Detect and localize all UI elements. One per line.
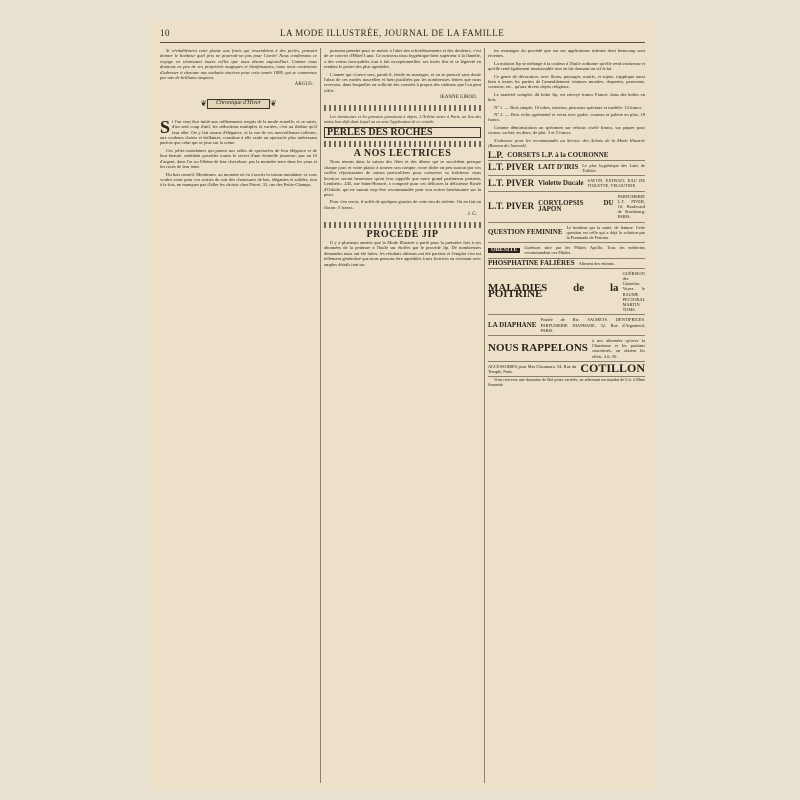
ad-brand: QUESTION FEMININE [488, 227, 563, 236]
ad-desc: Aliment des enfants. [578, 260, 615, 266]
address-note: S'adresser pour les recommandés au Service des Achats de la Mode Illustrée (Bureau du Journal). [488, 137, 645, 149]
ad-cotillon [488, 362, 645, 377]
flourish-icon: ❦ [200, 99, 208, 109]
signature: ARGUS. [294, 82, 313, 88]
ad-brand: PHOSPHATINE FALIÈRES [488, 258, 575, 267]
ad-desc: PARFUMERIE L.T. PIVER, 10, Boulevard de Strasbourg, PARIS. [617, 193, 645, 220]
ad-desc: SAVON, EXTRAIT, EAU DE TOILETTE, VELOUTINE. [587, 178, 645, 189]
article-paragraph: les avantages du procédé que sur ses applications infinies dont beaucoup sont récentes. [488, 48, 645, 59]
ad-product: CORYLOPSIS DU JAPON [538, 199, 614, 213]
journal-page [150, 20, 655, 790]
ad-brand: OBESITE [488, 248, 520, 253]
section-ornament [160, 92, 317, 116]
article-paragraph: Si l'on veut être initié aux raffinements exquis de la mode actuelle, et se saisir, d'un seul coup d'œil, les séductions multiples et variées, c'est au théâtre qu'il faut aller. On y fait assaut d'élégance, et la rue de ces merveilleuses toilettes, aux couleurs claires et brillantes, constitue à elle seule un spectacle plus intéressant parfois que celui qui se joue sur la scène. [160, 116, 317, 146]
ornamental-divider [324, 141, 481, 147]
ad-desc: ACCESSOIRES pour Mes Choumara, 54, Rue du Temple, Paris. [488, 363, 577, 374]
article-paragraph: puissent prendre pour se mettre à l'abri des refroidissements et des douleurs, c'est de se couvrir d'Hôtel Luna. Ce nouveau tissu hygiénique bien supérieur à la flanelle, a des vertus incroyables tout à fait exceptionnelles: ses tissés fins et se légèreté en rendent le porter des plus agréables. [324, 48, 481, 70]
page-number: 10 [160, 28, 170, 38]
article-paragraph: Pour s'en servir, il suffit de quelques gouttes de cette eau de toilette. On en fait un flacon: 5 francs. [324, 199, 481, 210]
column-3 [488, 48, 645, 783]
ad-brand: COTILLON [580, 361, 645, 376]
ad-brand: L.T. PIVER [488, 200, 535, 211]
box-item: Nº 1. — Bois simple: 10 tubes, mixtion, pinceaux spéciaux et modèle: 14 francs. [494, 104, 643, 110]
article-paragraph: Ces jolies mondaines qui parent nos salles de spectacles de leur élégance et de leur beauté, semblent posséder toutes le secret d'une éternelle jeunesse: pas un fil d'argent, dans l'or ou l'ébène de leur chevelure; pas la moindre terre dans les yeux et les roses de leur teint. [160, 147, 317, 170]
article-paragraph: Il y a plusieurs années que la Mode Illustrée a parlé pour la première fois à ses abonnées de la peinture à l'huile sur étoffes par le procédé Jip. De nombreuses demandes nous ont été faites, les résultats obtenus ont été parfaits et l'emploi s'en est tellement généralisé que nous pensons être agréables à nos lectrices en revenant avec amples détails tant sur [324, 239, 481, 267]
article-paragraph: Ce genre de décoration, avec fleurs, paysages, motifs, et sujets, s'applique aussi bien à toutes les parties de l'ameublement: tentures murales, draperies, paravents, coussins, etc., qu'aux divers objets religieux. [488, 73, 645, 90]
signature: JEANNE GIROD. [439, 95, 477, 101]
ad-desc: Poudre de Riz. SACHETS. DENTIFRICES. PARFUMERIE DIAPHANE, 32, Rue d'Argenteuil, PARIS. [540, 317, 645, 333]
ad-desc: Le bonheur par la santé, de femme. Cette question est celle qui a déjà la solution par la Pommade de Femina. [566, 224, 645, 240]
ad-desc: Le plus hygiénique des Laits de Toilette. [582, 162, 645, 173]
article-paragraph: Nous tenons dans la saison des fêtes et des dîners qui se succèdent presque chaque jour; et votre plaisir à trouver son compte, votre tâche on peu surtout par vos coiffes réjouissantes de saison particulières pour conserver sa fraîcheur; nous lectrices seront heureuses qu'on leur rappelle que notre grand parfumeur parisien, Lenthéric, 245, rue Saint-Honoré, a composé pour ces délicates la délicieuse Rosée d'Orkide, qui ne saurait trop être recommandée pour son action bienfaisante sur la peau. [324, 159, 481, 197]
article-paragraph: L'année qui s'ouvre sera, paraît-il, fertile en mariages, et on se prescrit sans doute l'abus de ces modes nouvelles et bien justifiées par les nombreuses lettres que nous recevons, dans lesquelles on sollicite des conseils à propos des cadeaux que l'on peut offrir. [324, 71, 481, 93]
ad-brand: MALADIES de la POITRINE [488, 282, 619, 300]
ad-desc: Guérison sûre par les Pilules Apollo, Tous les médecins recommandent ces Pilules. [524, 245, 645, 256]
ad-question-feminine [488, 223, 645, 244]
ad-brand: L.T. PIVER [488, 177, 535, 188]
intro-paragraph: Si véritablement cette plante aux fruits qui ressemblent à des perles, pouvant donner le bonheur quel prix ne pourrait-on pas pour l'avoir! Nous confirmons ce voyage en réunissant toutes celles que nous disons aujourd'hui. Comme nous donnons en peu de ses propriétés magiques et bienfaisantes, nous nous contentons d'adresser à chacune nos souhaits sincères pour cette année 1899, qui se commence par une de brillants auspices. [160, 48, 317, 81]
page-header [160, 28, 645, 43]
article-paragraph: Le matériel complet, dit boîte Jip, est envoyé franco France, dans des boîtes en bois. [488, 91, 645, 103]
journal-title: LA MODE ILLUSTRÉE, JOURNAL DE LA FAMILLE [280, 28, 505, 38]
ad-obesite [488, 243, 645, 258]
flourish-icon: ❦ [269, 99, 277, 109]
ad-corylopsis [488, 192, 645, 223]
column-rule [484, 48, 485, 783]
notice-paragraph: Les chemisettes et les gravures paraissent à objets. L'Arilène ouvre à Paris, un lieu des moins bon déjà dans lequel on en sera l'application de ce remède. [324, 113, 481, 124]
perles-title: PERLES DES ROCHES [327, 126, 433, 138]
article-paragraph: La mixtion Jip se mélange à la couleur à l'huile ordinaire qu'elle rend onctueuse et qu'elle rend également insaisissable tout en lui donnant un vif éclat. [488, 60, 645, 72]
article-paragraph: Du bon conseil, Mesdames, au moment où va s'ouvrir la saison mondaine: si vous voulez avoir pour vos sorties du soir des chaussures de bas, élégantes et solides, tout à la fois, ne manquez pas d'aller les choisir chez Poiret, 33, rue des Petits-Champs. [160, 171, 317, 188]
initials: J. G. [467, 212, 477, 218]
ad-brand: L.P. [488, 149, 504, 160]
demo-note: Comme démonstration un spécimen sur velours ciselé franco, sur papier pour cousse, sachet, en deux, de plat: 3 et 5 francs. [488, 124, 645, 136]
ad-desc: GUÉRISON des Catarrhes. Voyez le BAUME PECTORAL MARTIN TOMS. [622, 270, 645, 313]
ornamental-divider [324, 222, 481, 228]
ad-brand: L.T. PIVER [488, 162, 535, 173]
column-rule [320, 48, 321, 783]
ad-lait-iris [488, 161, 645, 176]
ad-desc: à nos abonnées qu'avec la Chartreuse et les parfums concentrés, on obtient les effets. 4 fr. 50. [591, 337, 645, 359]
ad-brand: NOUS RAPPELONS [488, 341, 588, 354]
ad-phosphatine [488, 259, 645, 269]
ad-product: LAIT D'IRIS [538, 163, 579, 172]
column-2 [324, 48, 481, 783]
perles-ad [324, 127, 481, 138]
ad-diaphane [488, 315, 645, 336]
section-title: Chronique d'Hiver [207, 99, 270, 108]
box-item: Nº 2. — Bois riche agrémenté et verni avec godet, couteau et palette en plus: 18 francs. [488, 112, 645, 123]
drop-cap: S [160, 116, 171, 137]
ad-nous-rappelons [488, 336, 645, 362]
ad-violette [488, 176, 645, 191]
column-1 [160, 48, 317, 783]
ornamental-divider [324, 105, 481, 111]
ad-product: CORSETS L.P. à la COURONNE [507, 150, 609, 159]
section-title: A NOS LECTRICES [353, 148, 452, 160]
ad-poitrine [488, 269, 645, 316]
ad-corsets [488, 151, 645, 161]
advertisements [488, 151, 645, 388]
section-title: PROCÉDÉ JIP [366, 228, 439, 240]
footer-note: Vous recevrez une douzaine de Bol potes variétés, en adressant un mandat de 6 fr. à Mme Sonnette. [488, 377, 645, 388]
ad-brand: LA DIAPHANE [488, 320, 537, 329]
ad-product: Violette Ducale [538, 178, 584, 187]
